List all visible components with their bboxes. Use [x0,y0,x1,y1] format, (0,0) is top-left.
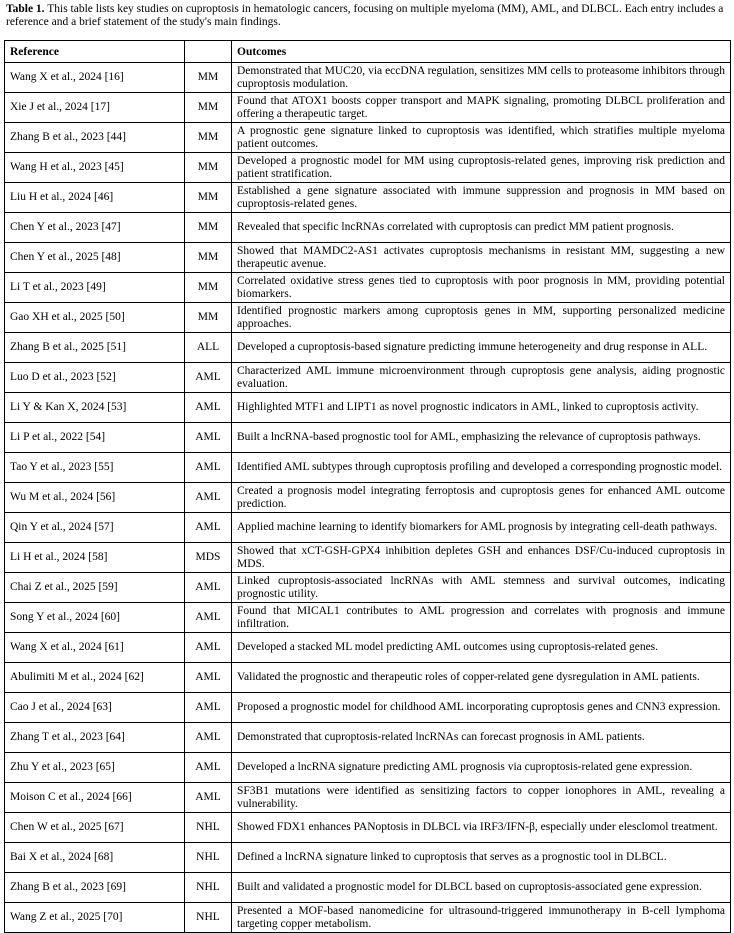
table-row [5,603,731,633]
caption-text: This table lists key studies on cuproptosis in hematologic cancers, focusing on multiple myeloma (MM), AML, and DLBCL. Each entry includes a reference and a brief statement of the study's main findings. [6,3,724,28]
table-row [5,333,731,363]
cancer-type-cell: ALL [185,333,232,363]
cancer-type-cell: AML [185,573,232,603]
caption-label: Table 1. [6,3,45,15]
reference-cell: Chai Z et al., 2025 [59] [5,573,185,603]
table-header-row [5,41,731,63]
header-cancer-type [185,41,232,63]
table-row [5,513,731,543]
reference-cell: Moison C et al., 2024 [66] [5,783,185,813]
reference-cell: Wang X et al., 2024 [16] [5,63,185,93]
outcome-cell: Developed a stacked ML model predicting AML outcomes using cuproptosis-related genes. [232,633,731,663]
table-row [5,63,731,93]
outcome-cell: Identified prognostic markers among cuproptosis genes in MM, supporting personalized medicine approaches. [232,303,731,333]
outcome-cell: Developed a lncRNA signature predicting AML prognosis via cuproptosis-related gene expression. [232,753,731,783]
table-row [5,303,731,333]
reference-cell: Bai X et al., 2024 [68] [5,843,185,873]
table-caption [6,3,730,29]
table-row [5,393,731,423]
table-body [5,63,731,933]
table-row [5,453,731,483]
header-reference: Reference [5,41,185,63]
reference-cell: Zhang B et al., 2025 [51] [5,333,185,363]
reference-cell: Li Y & Kan X, 2024 [53] [5,393,185,423]
cancer-type-cell: AML [185,633,232,663]
cancer-type-cell: AML [185,753,232,783]
table-row [5,93,731,123]
outcome-cell: Characterized AML immune microenvironment through cuproptosis gene analysis, aiding prognostic evaluation. [232,363,731,393]
table-row [5,693,731,723]
cancer-type-cell: MDS [185,543,232,573]
table-row [5,663,731,693]
cancer-type-cell: AML [185,663,232,693]
cancer-type-cell: AML [185,693,232,723]
cancer-type-cell: MM [185,273,232,303]
outcome-cell: Defined a lncRNA signature linked to cuproptosis that serves as a prognostic tool in DLBCL. [232,843,731,873]
cancer-type-cell: MM [185,93,232,123]
reference-cell: Li P et al., 2022 [54] [5,423,185,453]
outcome-cell: Revealed that specific lncRNAs correlated with cuproptosis can predict MM patient prognosis. [232,213,731,243]
outcome-cell: Built and validated a prognostic model for DLBCL based on cuproptosis-associated gene expression. [232,873,731,903]
cancer-type-cell: NHL [185,843,232,873]
cancer-type-cell: NHL [185,873,232,903]
outcome-cell: Identified AML subtypes through cuproptosis profiling and developed a corresponding prognostic model. [232,453,731,483]
cancer-type-cell: MM [185,213,232,243]
reference-cell: Chen Y et al., 2025 [48] [5,243,185,273]
reference-cell: Cao J et al., 2024 [63] [5,693,185,723]
table-row [5,873,731,903]
outcome-cell: Established a gene signature associated with immune suppression and prognosis in MM based on cuproptosis-related genes. [232,183,731,213]
reference-cell: Li T et al., 2023 [49] [5,273,185,303]
cancer-type-cell: AML [185,783,232,813]
reference-cell: Zhang B et al., 2023 [44] [5,123,185,153]
outcome-cell: Created a prognosis model integrating ferroptosis and cuproptosis genes for enhanced AML outcome prediction. [232,483,731,513]
reference-cell: Gao XH et al., 2025 [50] [5,303,185,333]
table-row [5,423,731,453]
outcome-cell: Correlated oxidative stress genes tied to cuproptosis with poor prognosis in MM, providing potential biomarkers. [232,273,731,303]
table-row [5,783,731,813]
outcome-cell: SF3B1 mutations were identified as sensitizing factors to copper ionophores in AML, revealing a vulnerability. [232,783,731,813]
table-row [5,543,731,573]
reference-cell: Li H et al., 2024 [58] [5,543,185,573]
reference-cell: Abulimiti M et al., 2024 [62] [5,663,185,693]
outcome-cell: Found that ATOX1 boosts copper transport and MAPK signaling, promoting DLBCL proliferation and offering a therapeutic target. [232,93,731,123]
reference-cell: Chen Y et al., 2023 [47] [5,213,185,243]
cancer-type-cell: MM [185,243,232,273]
outcome-cell: Highlighted MTF1 and LIPT1 as novel prognostic indicators in AML, linked to cuproptosis activity. [232,393,731,423]
reference-cell: Chen W et al., 2025 [67] [5,813,185,843]
outcome-cell: Proposed a prognostic model for childhood AML incorporating cuproptosis genes and CNN3 expression. [232,693,731,723]
table-row [5,843,731,873]
table-row [5,123,731,153]
outcome-cell: Developed a cuproptosis-based signature predicting immune heterogeneity and drug response in ALL. [232,333,731,363]
outcome-cell: Linked cuproptosis-associated lncRNAs with AML stemness and survival outcomes, indicating prognostic utility. [232,573,731,603]
cancer-type-cell: AML [185,363,232,393]
cancer-type-cell: AML [185,393,232,423]
cancer-type-cell: AML [185,723,232,753]
table-row [5,903,731,933]
reference-cell: Zhang T et al., 2023 [64] [5,723,185,753]
reference-cell: Tao Y et al., 2023 [55] [5,453,185,483]
cancer-type-cell: MM [185,153,232,183]
cancer-type-cell: AML [185,483,232,513]
cancer-type-cell: MM [185,63,232,93]
table-row [5,753,731,783]
outcome-cell: Showed that xCT-GSH-GPX4 inhibition depletes GSH and enhances DSF/Cu-induced cuproptosis in MDS. [232,543,731,573]
table-row [5,213,731,243]
cancer-type-cell: AML [185,513,232,543]
outcome-cell: Validated the prognostic and therapeutic roles of copper-related gene dysregulation in AML patients. [232,663,731,693]
outcome-cell: Built a lncRNA-based prognostic tool for AML, emphasizing the relevance of cuproptosis pathways. [232,423,731,453]
table-row [5,153,731,183]
header-outcomes: Outcomes [232,41,731,63]
reference-cell: Wang Z et al., 2025 [70] [5,903,185,933]
outcome-cell: Showed that MAMDC2-AS1 activates cuproptosis mechanisms in resistant MM, suggesting a new therapeutic avenue. [232,243,731,273]
cancer-type-cell: AML [185,603,232,633]
outcome-cell: Presented a MOF-based nanomedicine for ultrasound-triggered immunotherapy in B-cell lymphoma targeting copper metabolism. [232,903,731,933]
outcome-cell: Demonstrated that cuproptosis-related lncRNAs can forecast prognosis in AML patients. [232,723,731,753]
reference-cell: Xie J et al., 2024 [17] [5,93,185,123]
table-row [5,273,731,303]
cancer-type-cell: MM [185,183,232,213]
table-row [5,363,731,393]
reference-cell: Zhu Y et al., 2023 [65] [5,753,185,783]
table-row [5,813,731,843]
outcome-cell: Found that MICAL1 contributes to AML progression and correlates with prognosis and immune infiltration. [232,603,731,633]
outcome-cell: Demonstrated that MUC20, via eccDNA regulation, sensitizes MM cells to proteasome inhibitors through cuproptosis modulation. [232,63,731,93]
reference-cell: Liu H et al., 2024 [46] [5,183,185,213]
cancer-type-cell: AML [185,453,232,483]
table-row [5,573,731,603]
table-row [5,183,731,213]
reference-cell: Wu M et al., 2024 [56] [5,483,185,513]
reference-cell: Qin Y et al., 2024 [57] [5,513,185,543]
reference-cell: Wang H et al., 2023 [45] [5,153,185,183]
outcome-cell: Applied machine learning to identify biomarkers for AML prognosis by integrating cell-death pathways. [232,513,731,543]
outcome-cell: Developed a prognostic model for MM using cuproptosis-related genes, improving risk prediction and patient stratification. [232,153,731,183]
cancer-type-cell: MM [185,303,232,333]
cancer-type-cell: MM [185,123,232,153]
cancer-type-cell: NHL [185,813,232,843]
reference-cell: Song Y et al., 2024 [60] [5,603,185,633]
studies-table [4,40,731,933]
table-row [5,633,731,663]
table-row [5,483,731,513]
outcome-cell: Showed FDX1 enhances PANoptosis in DLBCL via IRF3/IFN-β, especially under elesclomol treatment. [232,813,731,843]
reference-cell: Luo D et al., 2023 [52] [5,363,185,393]
table-row [5,723,731,753]
table-row [5,243,731,273]
reference-cell: Wang X et al., 2024 [61] [5,633,185,663]
cancer-type-cell: AML [185,423,232,453]
reference-cell: Zhang B et al., 2023 [69] [5,873,185,903]
outcome-cell: A prognostic gene signature linked to cuproptosis was identified, which stratifies multiple myeloma patient outcomes. [232,123,731,153]
cancer-type-cell: NHL [185,903,232,933]
